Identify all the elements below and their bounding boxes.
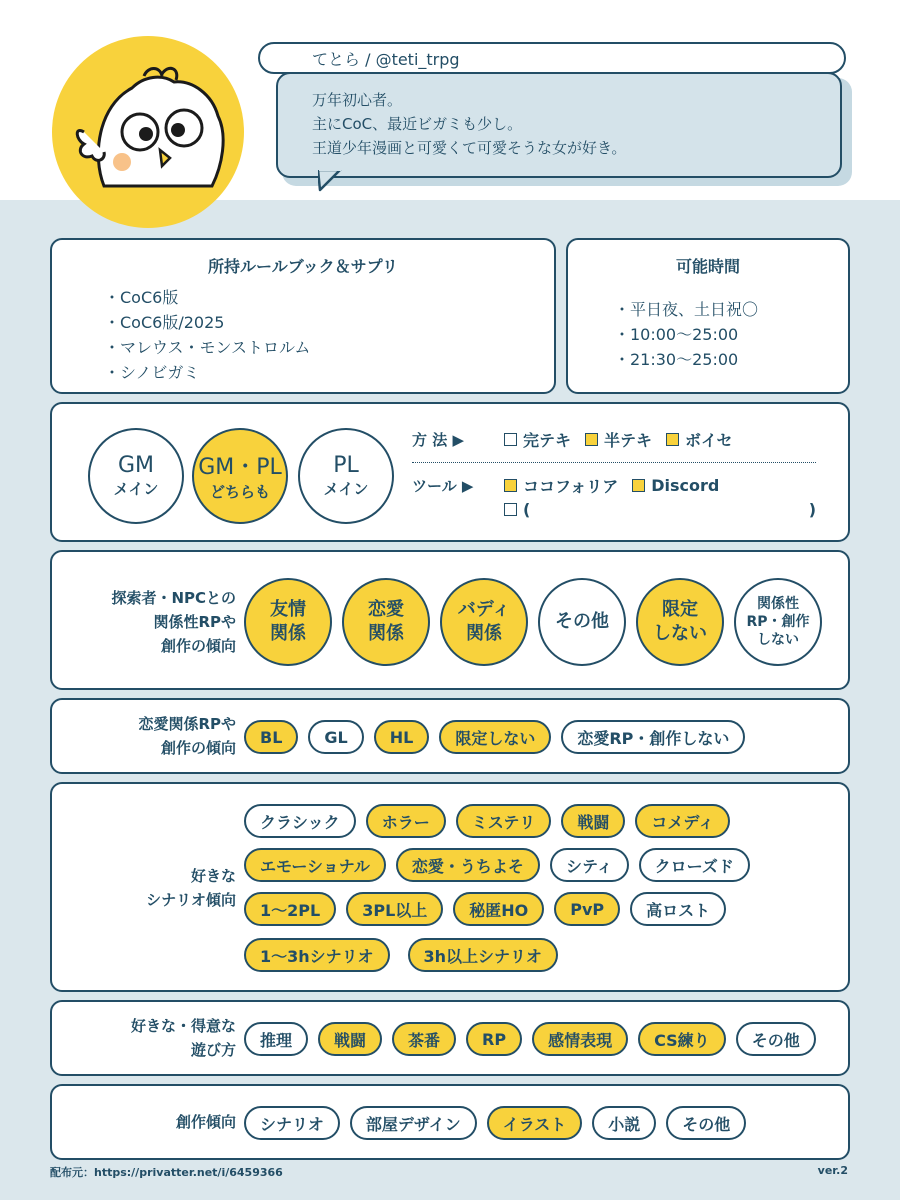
playstyle-label-line: 遊び方: [190, 1041, 236, 1059]
scenario-option[interactable]: 3PL以上: [346, 892, 443, 926]
relation-label: [66, 586, 236, 658]
scenario-option[interactable]: 1～2PL: [244, 892, 336, 926]
relation-line: その他: [555, 611, 609, 632]
scenario-option[interactable]: クローズド: [639, 848, 750, 882]
romance-option[interactable]: 恋愛RP・創作しない: [561, 720, 745, 754]
romance-label: [66, 712, 236, 760]
method-option[interactable]: [666, 428, 733, 451]
scenario-option[interactable]: シティ: [550, 848, 629, 882]
role-line: どちらも: [209, 483, 270, 501]
rulebook-item: ・CoC6版/2025: [104, 313, 225, 332]
chick-character-icon: [52, 36, 244, 228]
scenario-card: [50, 782, 850, 992]
handle: てとら / @teti_trpg: [258, 42, 846, 74]
method-option-label: ボイセ: [685, 431, 733, 450]
role-line: PL: [333, 453, 359, 478]
rulebooks-title: 所持ルールブック＆サプリ: [208, 257, 398, 276]
scenario-option[interactable]: 恋愛・うちよそ: [396, 848, 540, 882]
scenario-option[interactable]: 戦闘: [561, 804, 625, 838]
romance-label-line: 恋愛関係RPや: [138, 715, 236, 733]
availability-item: ・10:00～25:00: [614, 325, 739, 344]
tool-other-row[interactable]: [504, 500, 816, 519]
method-option[interactable]: [504, 428, 571, 451]
scenario-row: [244, 892, 726, 926]
relation-label-line: 探索者・NPCとの: [111, 589, 236, 607]
relation-none[interactable]: [734, 578, 822, 666]
scenario-option[interactable]: エモーショナル: [244, 848, 386, 882]
rulebook-item: ・シノビガミ: [104, 363, 200, 382]
playstyle-label: [66, 1014, 236, 1062]
bio-text: [312, 88, 626, 160]
creation-option[interactable]: イラスト: [487, 1106, 583, 1140]
creation-option[interactable]: シナリオ: [244, 1106, 340, 1140]
playstyle-option[interactable]: 推理: [244, 1022, 308, 1056]
method-row: [412, 428, 747, 451]
checkbox-icon: [666, 433, 679, 446]
distribution-source: 配布元：https://privatter.net/i/6459366: [50, 1166, 283, 1179]
scenario-row: [244, 804, 730, 838]
tool-other-close: ): [808, 500, 816, 519]
tool-option[interactable]: [504, 474, 618, 497]
romance-card: [50, 698, 850, 774]
scenario-option[interactable]: コメディ: [635, 804, 730, 838]
role-gm-pl-both[interactable]: [192, 428, 288, 524]
relation-line: 関係: [270, 623, 306, 644]
playstyle-option[interactable]: 戦闘: [318, 1022, 382, 1056]
relation-romance[interactable]: [342, 578, 430, 666]
relation-label-line: 創作の傾向: [160, 637, 236, 655]
playstyle-option[interactable]: RP: [466, 1022, 522, 1056]
availability-title: 可能時間: [675, 257, 740, 276]
divider: [412, 462, 816, 463]
romance-options: [244, 720, 745, 754]
scenario-option[interactable]: ミステリ: [456, 804, 552, 838]
playstyle-options: [244, 1022, 816, 1056]
creation-option[interactable]: その他: [666, 1106, 746, 1140]
scenario-option[interactable]: 3h以上シナリオ: [408, 938, 558, 972]
checkbox-icon: [632, 479, 645, 492]
relation-no-limit[interactable]: [636, 578, 724, 666]
version-label: ver.2: [817, 1164, 848, 1177]
rulebooks-card: [50, 238, 556, 394]
role-pl-main[interactable]: [298, 428, 394, 524]
role-line: メイン: [323, 480, 369, 498]
method-option-label: 半テキ: [604, 431, 653, 450]
tool-label: ツール ▶: [412, 477, 474, 495]
role-line: GM・PL: [198, 455, 282, 480]
romance-option[interactable]: HL: [374, 720, 430, 754]
playstyle-option[interactable]: CS練り: [638, 1022, 726, 1056]
bio-line: 王道少年漫画と可愛くて可愛そうな女が好き。: [312, 139, 627, 157]
creation-options: [244, 1106, 746, 1140]
playstyle-card: [50, 1000, 850, 1076]
tool-row: [412, 474, 733, 497]
playstyle-option[interactable]: 感情表現: [532, 1022, 628, 1056]
creation-card: [50, 1084, 850, 1160]
relation-line: 恋愛: [368, 599, 404, 620]
rulebook-item: ・マレウス・モンストロルム: [104, 338, 311, 357]
relation-buddy[interactable]: [440, 578, 528, 666]
scenario-label-line: シナリオ傾向: [146, 891, 236, 909]
checkbox-icon: [504, 433, 517, 446]
role-gm-main[interactable]: [88, 428, 184, 524]
relation-line: 関係性: [757, 596, 799, 612]
playstyle-label-line: 好きな・得意な: [130, 1017, 236, 1035]
method-option[interactable]: [585, 428, 652, 451]
availability-item: ・21:30～25:00: [614, 350, 739, 369]
scenario-label-line: 好きな: [190, 867, 236, 885]
method-option-label: 完テキ: [523, 431, 572, 450]
playstyle-option[interactable]: 茶番: [392, 1022, 456, 1056]
romance-option[interactable]: BL: [244, 720, 298, 754]
relation-other[interactable]: [538, 578, 626, 666]
relation-line: バディ: [457, 599, 511, 620]
role-line: メイン: [113, 480, 159, 498]
scenario-option[interactable]: 高ロスト: [630, 892, 726, 926]
tool-option-label: Discord: [651, 476, 720, 495]
relation-line: 限定: [662, 599, 698, 620]
avatar: [52, 36, 244, 228]
creation-option[interactable]: 部屋デザイン: [350, 1106, 477, 1140]
creation-option[interactable]: 小説: [592, 1106, 656, 1140]
role-line: GM: [117, 453, 155, 478]
rulebook-item: ・CoC6版: [104, 288, 179, 307]
scenario-option[interactable]: 1～3hシナリオ: [244, 938, 390, 972]
bio-line: 主にCoC、最近ビガミも少し。: [312, 115, 523, 133]
relation-line: 友情: [270, 599, 306, 620]
bubble-tail-icon: [318, 170, 342, 192]
romance-option[interactable]: 限定しない: [439, 720, 551, 754]
checkbox-icon: [585, 433, 598, 446]
method-label: 方 法 ▶: [412, 431, 464, 449]
tool-other-open: (: [523, 500, 531, 519]
romance-option[interactable]: GL: [308, 720, 363, 754]
playstyle-option[interactable]: その他: [736, 1022, 816, 1056]
relation-card: [50, 550, 850, 690]
relation-line: しない: [757, 632, 799, 648]
availability-item: ・平日夜、土日祝〇: [614, 300, 759, 319]
relation-line: しない: [653, 623, 707, 644]
scenario-row: [244, 938, 558, 972]
scenario-row: [244, 848, 750, 882]
romance-label-line: 創作の傾向: [160, 739, 236, 757]
scenario-option[interactable]: 秘匿HO: [453, 892, 544, 926]
relation-line: 関係: [368, 623, 404, 644]
checkbox-icon: [504, 503, 517, 516]
relation-friendship[interactable]: [244, 578, 332, 666]
scenario-label: [66, 864, 236, 912]
scenario-option[interactable]: ホラー: [366, 804, 446, 838]
creation-label: 創作傾向: [175, 1113, 236, 1131]
scenario-option[interactable]: クラシック: [244, 804, 356, 838]
tool-option[interactable]: [632, 476, 719, 495]
relation-line: 関係: [466, 623, 502, 644]
role-card: [50, 402, 850, 542]
relation-label-line: 関係性RPや: [153, 613, 236, 631]
tool-option-label: ココフォリア: [523, 477, 619, 496]
relation-line: RP・創作: [746, 614, 810, 630]
checkbox-icon: [504, 479, 517, 492]
availability-card: [566, 238, 850, 394]
scenario-option[interactable]: PvP: [554, 892, 620, 926]
bio-line: 万年初心者。: [312, 91, 403, 109]
